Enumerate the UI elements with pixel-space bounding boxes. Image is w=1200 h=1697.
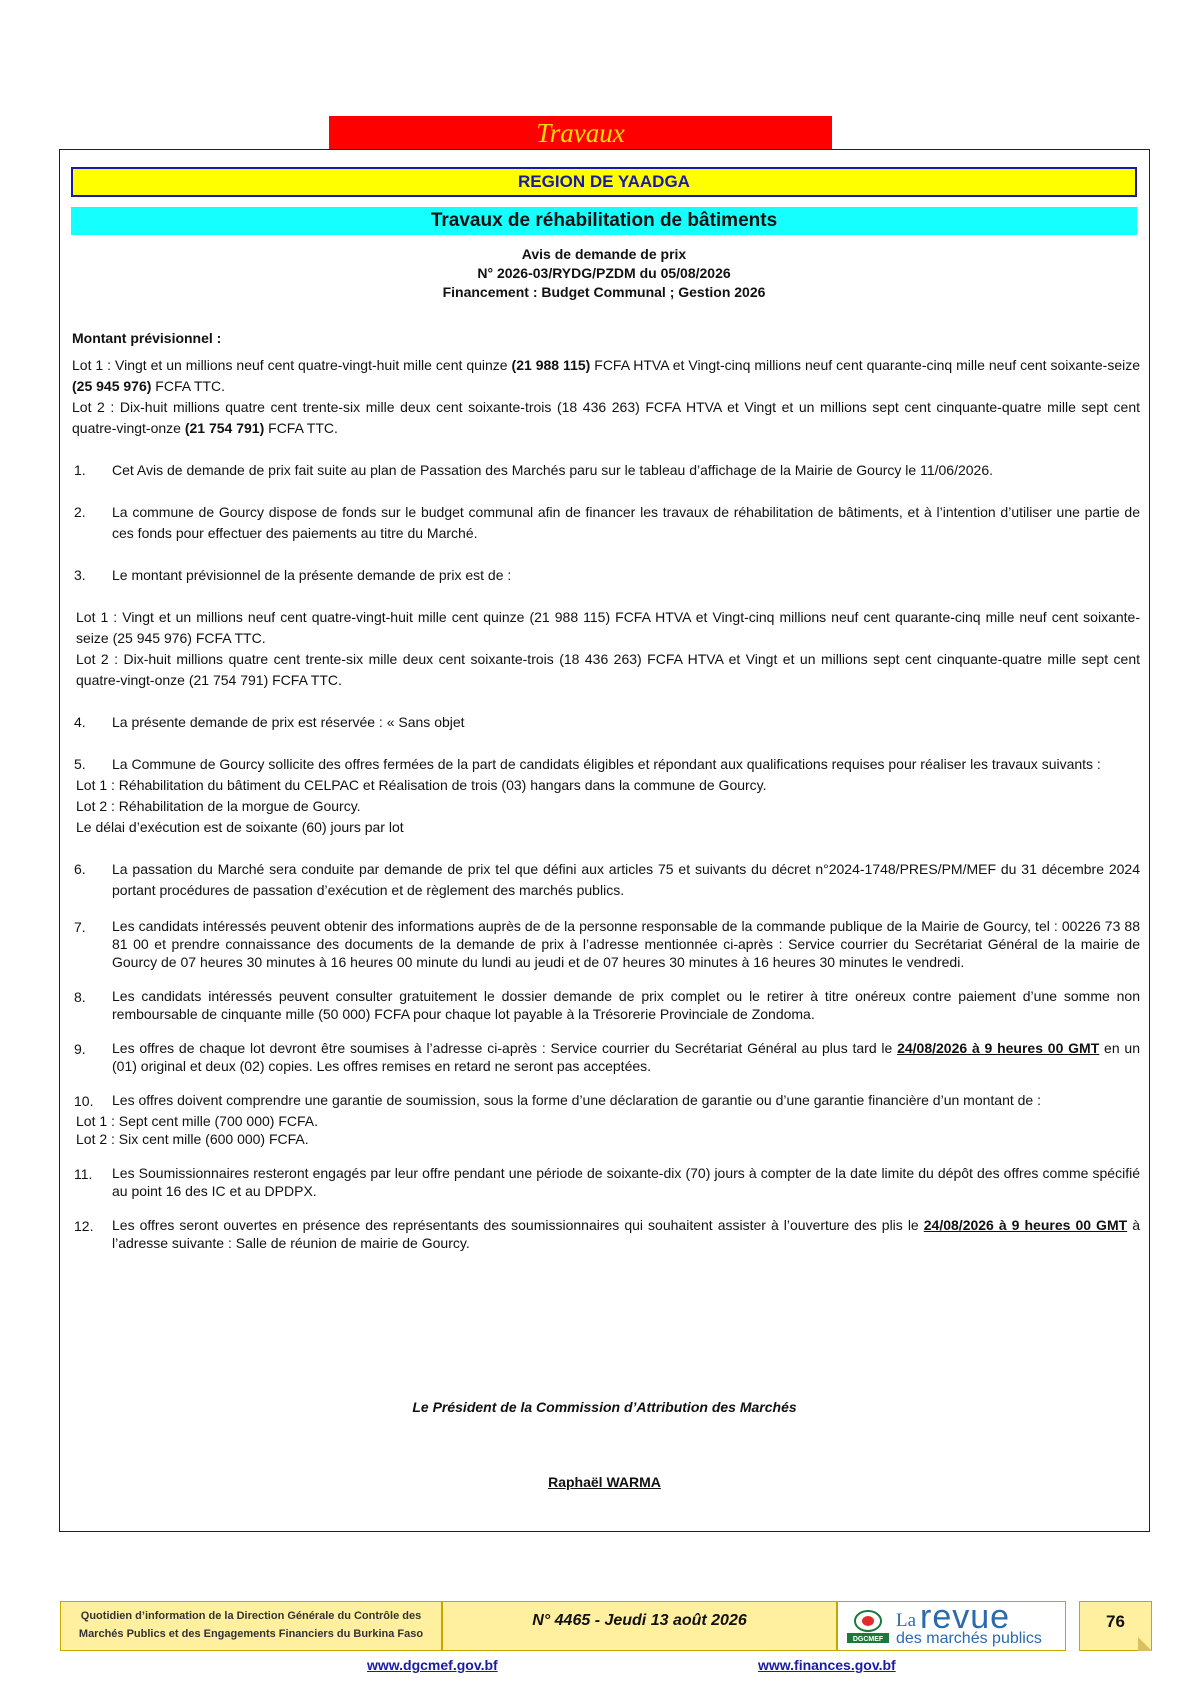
list-item-5-lot2: Lot 2 : Réhabilitation de la morgue de Gourcy.	[76, 798, 361, 814]
section-tab: Travaux	[329, 116, 832, 150]
revue-logo: DGCMEF La revue des marchés publics	[837, 1601, 1066, 1651]
list-item-10-lot2: Lot 2 : Six cent mille (600 000) FCFA.	[76, 1131, 309, 1147]
notice-frame	[59, 149, 1150, 1532]
avis-reference: N° 2026-03/RYDG/PZDM du 05/08/2026	[477, 265, 731, 281]
list-item-5-delai: Le délai d’exécution est de soixante (60) jours par lot	[76, 819, 404, 835]
svg-text:DGCMEF: DGCMEF	[852, 1636, 884, 1643]
list-item-3-lot2: Lot 2 : Dix-huit millions quatre cent trente-six mille deux cent soixante-trois (18 436 263) FCFA HTVA et Vingt et un millions sept cent cinquante-quatre mille sept cent quatre-vingt-onze (21 754 791) FCFA TTC.	[76, 651, 1140, 688]
avis-financing: Financement : Budget Communal ; Gestion 2026	[442, 284, 766, 300]
list-item-2: 2. La commune de Gourcy dispose de fonds sur le budget communal afin de financer les travaux de réhabilitation de bâtiments, et à l’intention d’utiliser une partie de ces fonds pour effectuer des paiements au titre du Marché.	[74, 504, 1140, 541]
link-dgcmef[interactable]: www.dgcmef.gov.bf	[367, 1657, 498, 1673]
deadline-date: 24/08/2026 à 9 heures 00 GMT	[897, 1040, 1100, 1056]
list-item-5: 5. La Commune de Gourcy sollicite des offres fermées de la part de candidats éligibles et répondant aux qualifications requises pour réaliser les travaux suivants :	[74, 756, 1101, 772]
notice-title: Travaux de réhabilitation de bâtiments	[71, 207, 1137, 235]
list-item-7: 7. Les candidats intéressés peuvent obtenir des informations auprès de de la personne responsable de la commande publique de la Mairie de Gourcy, tel : 00226 73 88 81 00 et prendre connaissance des documents de la demande de prix à l’adresse mentionnée ci-après : Service courrier du Secrétariat Général de la mairie de Gourcy de 07 heures 30 minutes à 16 heures 00 minute du lundi au jeudi et de 07 heures 30 minutes à 16 heures 30 minutes le vendredi.	[74, 918, 1140, 970]
footer-publisher: Quotidien d’information de la Direction Générale du Contrôle des Marchés Publics et des Engagements Financiers du Burkina Faso	[60, 1601, 442, 1651]
page-fold-icon	[1138, 1637, 1152, 1651]
avis-header	[71, 245, 1137, 302]
list-item-10-lot1: Lot 1 : Sept cent mille (700 000) FCFA.	[76, 1113, 319, 1129]
list-item-5-lot1: Lot 1 : Réhabilitation du bâtiment du CELPAC et Réalisation de trois (03) hangars dans la commune de Gourcy.	[76, 777, 767, 793]
list-item-4: 4. La présente demande de prix est réservée : « Sans objet	[74, 714, 465, 730]
notice-body	[72, 328, 1140, 1252]
dgcmef-emblem-icon	[845, 1607, 891, 1645]
montant-heading: Montant prévisionnel :	[72, 330, 222, 346]
list-item-6: 6. La passation du Marché sera conduite par demande de prix tel que défini aux articles 75 et suivants du décret n°2024-1748/PRES/PM/MEF du 31 décembre 2024 portant procédures de passation d’exécution et de règlement des marchés publics.	[74, 861, 1140, 898]
page-number: 76	[1079, 1601, 1152, 1651]
list-item-10: 10. Les offres doivent comprendre une garantie de soumission, sous la forme d’une déclaration de garantie ou d’une garantie financière d’un montant de :	[74, 1092, 1041, 1109]
montant-lot2: Lot 2 : Dix-huit millions quatre cent trente-six mille deux cent soixante-trois (18 436 263) FCFA HTVA et Vingt et un millions sept cent cinquante-quatre mille sept cent quatre-vingt-onze (21 754 791) FCFA TTC.	[72, 399, 1140, 436]
list-item-3: 3. Le montant prévisionnel de la présente demande de prix est de :	[74, 567, 512, 583]
montant-lot1: Lot 1 : Vingt et un millions neuf cent quatre-vingt-huit mille cent quinze (21 988 115) FCFA HTVA et Vingt-cinq millions neuf cent quarante-cinq mille neuf cent soixante-seize (25 945 976) FCFA TTC.	[72, 357, 1140, 394]
list-item-11: 11. Les Soumissionnaires resteront engagés par leur offre pendant une période de soixante-dix (70) jours à compter de la date limite du dépôt des offres comme spécifié au point 16 des IC et au DPDPX.	[74, 1165, 1140, 1199]
opening-date: 24/08/2026 à 9 heures 00 GMT	[923, 1217, 1128, 1233]
list-item-9: 9. Les offres de chaque lot devront être soumises à l’adresse ci-après : Service courrier du Secrétariat Général au plus tard le 24/08/2026 à 9 heures 00 GMT en un (01) original et deux (02) copies. Les offres remises en retard ne seront pas acceptées.	[74, 1040, 1140, 1074]
list-item-1: 1. Cet Avis de demande de prix fait suite au plan de Passation des Marchés paru sur le tableau d’affichage de la Mairie de Gourcy le 11/06/2026.	[74, 462, 993, 478]
footer-issue: N° 4465 - Jeudi 13 août 2026	[442, 1601, 837, 1651]
list-item-3-lot1: Lot 1 : Vingt et un millions neuf cent quatre-vingt-huit mille cent quinze (21 988 115) FCFA HTVA et Vingt-cinq millions neuf cent quarante-cinq mille neuf cent soixante-seize (25 945 976) FCFA TTC.	[76, 609, 1140, 646]
signatory-role: Le Président de la Commission d’Attribution des Marchés	[412, 1399, 797, 1415]
region-banner: REGION DE YAADGA	[71, 167, 1137, 197]
link-finances[interactable]: www.finances.gov.bf	[758, 1657, 896, 1673]
list-item-8: 8. Les candidats intéressés peuvent consulter gratuitement le dossier demande de prix complet ou le retirer à titre onéreux contre paiement d’une somme non remboursable de cinquante mille (50 000) FCFA pour chaque lot payable à la Trésorerie Provinciale de Zondoma.	[74, 988, 1140, 1022]
avis-line-1: Avis de demande de prix	[521, 246, 687, 262]
signatory-name: Raphaël WARMA	[548, 1474, 661, 1490]
list-item-12: 12. Les offres seront ouvertes en présence des représentants des soumissionnaires qui souhaitent assister à l’ouverture des plis le 24/08/2026 à 9 heures 00 GMT à l’adresse suivante : Salle de réunion de mairie de Gourcy.	[74, 1217, 1140, 1251]
